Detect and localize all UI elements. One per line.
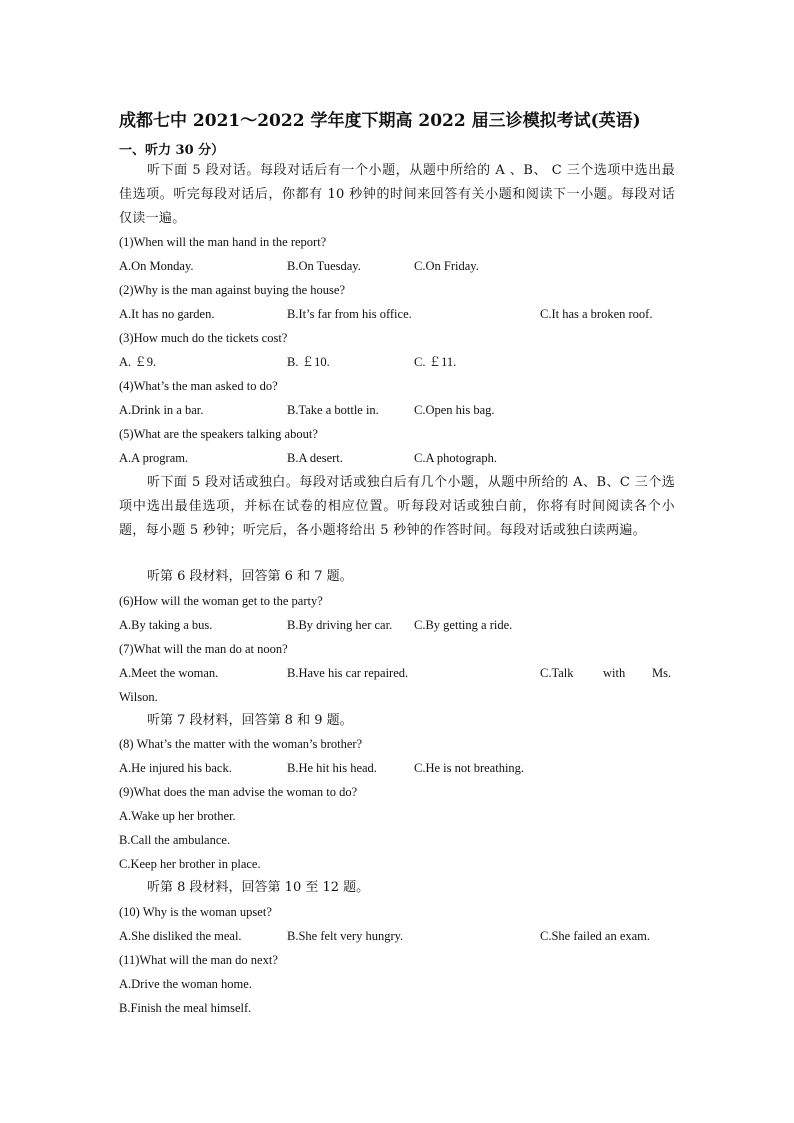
q1-option-b: B.On Tuesday. bbox=[287, 259, 361, 273]
q9-option-b: B.Call the ambulance. bbox=[119, 833, 231, 847]
q3-option-a: A. ￡9. bbox=[119, 355, 157, 369]
question-3: (3)How much do the tickets cost? bbox=[119, 331, 288, 345]
q6-option-a: A.By taking a bus. bbox=[119, 618, 213, 632]
q10-option-b: B.She felt very hungry. bbox=[287, 929, 404, 943]
q5-option-c: C.A photograph. bbox=[414, 451, 497, 465]
q9-option-a: A.Wake up her brother. bbox=[119, 809, 236, 823]
q7-option-b: B.Have his car repaired. bbox=[287, 666, 409, 680]
q1-option-a: A.On Monday. bbox=[119, 259, 194, 273]
q5-option-b: B.A desert. bbox=[287, 451, 343, 465]
q10-option-c: C.She failed an exam. bbox=[540, 929, 651, 943]
q7-option-c-word1: C.Talk bbox=[540, 666, 574, 680]
q7-option-a: A.Meet the woman. bbox=[119, 666, 219, 680]
page-title: 成都七中 2021～2022 学年度下期高 2022 届三诊模拟考试(英语) bbox=[119, 111, 641, 131]
q1-option-c: C.On Friday. bbox=[414, 259, 479, 273]
question-1: (1)When will the man hand in the report? bbox=[119, 235, 327, 249]
question-5: (5)What are the speakers talking about? bbox=[119, 427, 318, 441]
question-4: (4)What’s the man asked to do? bbox=[119, 379, 278, 393]
q7-option-c-word3: Ms. bbox=[652, 666, 672, 680]
q6-option-c: C.By getting a ride. bbox=[414, 618, 513, 632]
material-8-instruction: 听第 8 段材料，回答第 10 至 12 题。 bbox=[147, 880, 370, 895]
q8-option-c: C.He is not breathing. bbox=[414, 761, 525, 775]
q11-option-a: A.Drive the woman home. bbox=[119, 977, 252, 991]
q10-option-a: A.She disliked the meal. bbox=[119, 929, 242, 943]
question-6: (6)How will the woman get to the party? bbox=[119, 594, 323, 608]
question-8: (8) What’s the matter with the woman’s brother? bbox=[119, 737, 363, 751]
q6-option-b: B.By driving her car. bbox=[287, 618, 393, 632]
question-11: (11)What will the man do next? bbox=[119, 953, 278, 967]
q7-option-c-word4: Wilson. bbox=[119, 690, 158, 704]
q8-option-a: A.He injured his back. bbox=[119, 761, 232, 775]
q4-option-b: B.Take a bottle in. bbox=[287, 403, 379, 417]
material-7-instruction: 听第 7 段材料，回答第 8 和 9 题。 bbox=[147, 713, 353, 728]
q2-option-c: C.It has a broken roof. bbox=[540, 307, 653, 321]
q2-option-a: A.It has no garden. bbox=[119, 307, 215, 321]
q3-option-c: C. ￡11. bbox=[414, 355, 457, 369]
q4-option-a: A.Drink in a bar. bbox=[119, 403, 204, 417]
listening-intro-part1: 听下面 5 段对话。每段对话后有一个小题，从题中所给的 A 、B、 C 三个选项中选出最佳选项。听完每段对话后，你都有 10 秒钟的时间来回答有关小题和阅读下一小题。每段对话仅读一遍。 bbox=[119, 163, 675, 226]
q8-option-b: B.He hit his head. bbox=[287, 761, 377, 775]
q7-option-c-word2: with bbox=[603, 666, 626, 680]
listening-intro-part2: 听下面 5 段对话或独白。每段对话或独白后有几个小题，从题中所给的 A、B、C 三个选项中选出最佳选项，并标在试卷的相应位置。听每段对话或独白前，你将有时间阅读各个小题，每小题 5 秒钟；听完后，各小题将给出 5 秒钟的作答时间。每段对话或独白读两遍。 bbox=[119, 475, 675, 538]
q11-option-b: B.Finish the meal himself. bbox=[119, 1001, 252, 1015]
q5-option-a: A.A program. bbox=[119, 451, 189, 465]
q9-option-c: C.Keep her brother in place. bbox=[119, 857, 261, 871]
question-9: (9)What does the man advise the woman to do? bbox=[119, 785, 358, 799]
q2-option-b: B.It’s far from his office. bbox=[287, 307, 412, 321]
q4-option-c: C.Open his bag. bbox=[414, 403, 495, 417]
question-10: (10) Why is the woman upset? bbox=[119, 905, 272, 919]
section-heading-listening: 一、听力 30 分） bbox=[119, 143, 225, 158]
material-6-instruction: 听第 6 段材料，回答第 6 和 7 题。 bbox=[147, 569, 353, 584]
q3-option-b: B. ￡10. bbox=[287, 355, 330, 369]
question-7: (7)What will the man do at noon? bbox=[119, 642, 288, 656]
question-2: (2)Why is the man against buying the house? bbox=[119, 283, 345, 297]
